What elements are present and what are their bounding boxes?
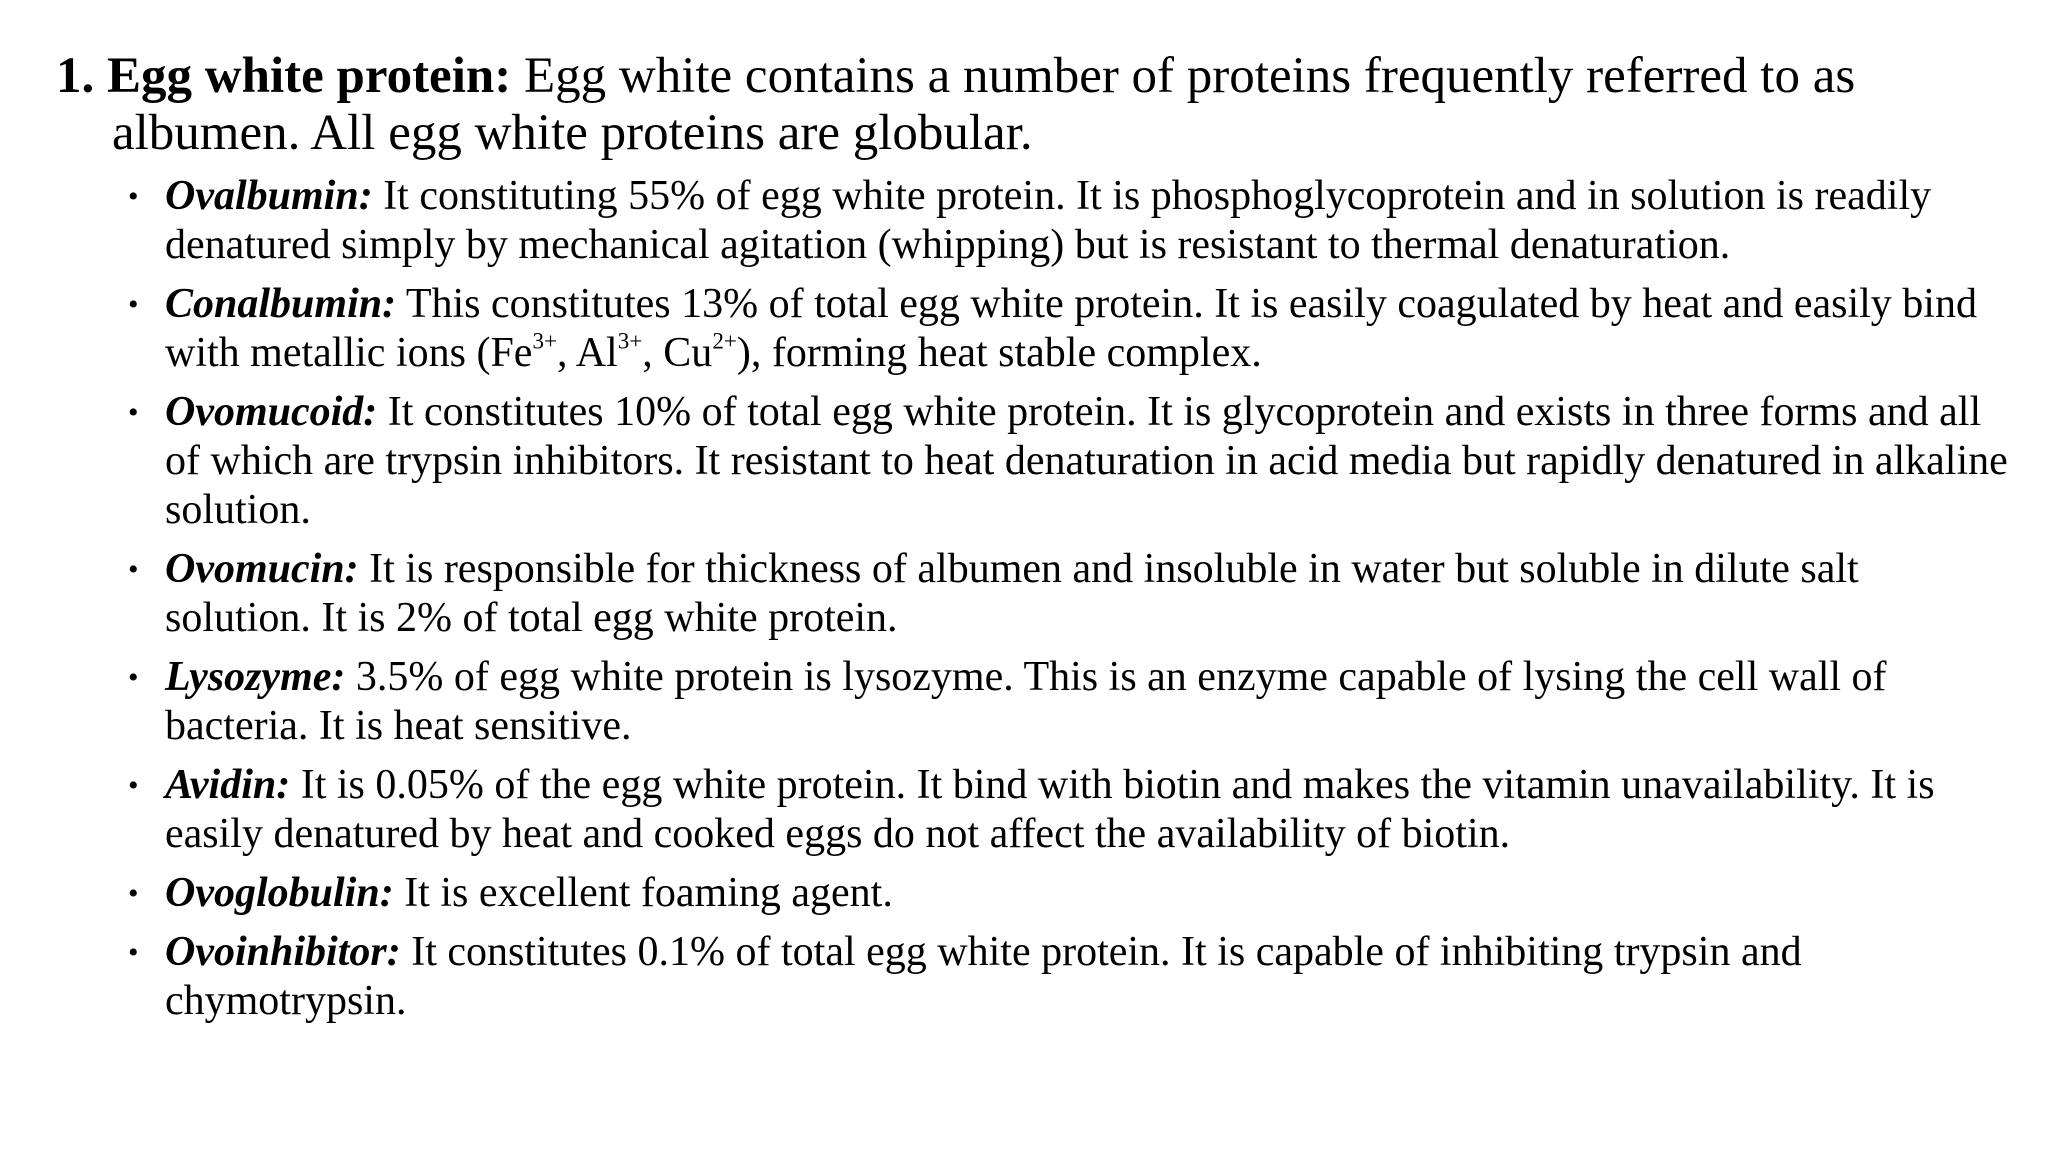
bullet-icon: •	[128, 553, 139, 586]
main-point-term: Egg white protein:	[107, 48, 512, 104]
bullet-icon: •	[128, 936, 139, 969]
list-item-ovomucin	[128, 545, 2008, 643]
term-lysozyme: Lysozyme:	[165, 654, 346, 700]
bullet-icon: •	[128, 769, 139, 802]
term-ovomucin: Ovomucin:	[165, 546, 359, 592]
main-point-egg-white-protein	[56, 48, 2048, 162]
bullet-icon: •	[128, 661, 139, 694]
al-charge: 3+	[617, 327, 643, 354]
separator-al: , Al	[557, 330, 618, 376]
bullet-icon: •	[128, 396, 139, 429]
term-conalbumin: Conalbumin:	[165, 281, 397, 327]
main-point-text: Egg white contains a number of proteins frequently referred to as albumen. All egg white proteins are globular.	[112, 48, 1856, 161]
text-ovoinhibitor: It constitutes 0.1% of total egg white protein. It is capable of inhibiting trypsin and chymotrypsin.	[165, 929, 1802, 1024]
list-item-ovoinhibitor	[128, 928, 2008, 1026]
list-item-avidin	[128, 761, 2008, 859]
bullet-icon: •	[128, 288, 139, 321]
list-item-ovomucoid	[128, 388, 2008, 535]
list-item-lysozyme	[128, 653, 2008, 751]
text-avidin: It is 0.05% of the egg white protein. It bind with biotin and makes the vitamin unavailability. It is easily denatured by heat and cooked eggs do not affect the availability of biotin.	[165, 762, 1935, 857]
separator-cu: , Cu	[642, 330, 713, 376]
protein-list	[128, 172, 2008, 1036]
text-lysozyme: 3.5% of egg white protein is lysozyme. This is an enzyme capable of lysing the cell wall of bacteria. It is heat sensitive.	[165, 654, 1887, 749]
text-conalbumin: This constitutes 13% of total egg white protein. It is easily coagulated by heat and easily bind with metallic ions (Fe	[165, 281, 1977, 376]
text-ovomucoid: It constitutes 10% of total egg white protein. It is glycoprotein and exists in three forms and all of which are trypsin inhibitors. It resistant to heat denaturation in acid media but rapidly denatured in alkaline solution.	[165, 389, 2008, 533]
list-item-conalbumin	[128, 280, 2008, 378]
bullet-icon: •	[128, 877, 139, 910]
term-ovoinhibitor: Ovoinhibitor:	[165, 929, 401, 975]
list-item-ovalbumin	[128, 172, 2008, 270]
term-avidin: Avidin:	[165, 762, 291, 808]
list-item-ovoglobulin	[128, 869, 2008, 918]
text-ovalbumin: It constituting 55% of egg white protein. It is phosphoglycoprotein and in solution is readily denatured simply by mechanical agitation (whipping) but is resistant to thermal denaturation.	[165, 173, 1932, 268]
text-ovomucin: It is responsible for thickness of albumen and insoluble in water but soluble in dilute salt solution. It is 2% of total egg white protein.	[165, 546, 1859, 641]
term-ovalbumin: Ovalbumin:	[165, 173, 373, 219]
bullet-icon: •	[128, 180, 139, 213]
term-ovomucoid: Ovomucoid:	[165, 389, 378, 435]
text-ovoglobulin: It is excellent foaming agent.	[393, 870, 893, 916]
main-point-number: 1.	[56, 48, 95, 104]
cu-charge: 2+	[712, 327, 737, 354]
term-ovoglobulin: Ovoglobulin:	[165, 870, 394, 916]
text-conalbumin-end: ), forming heat stable complex.	[736, 330, 1262, 376]
fe-charge: 3+	[532, 327, 558, 354]
